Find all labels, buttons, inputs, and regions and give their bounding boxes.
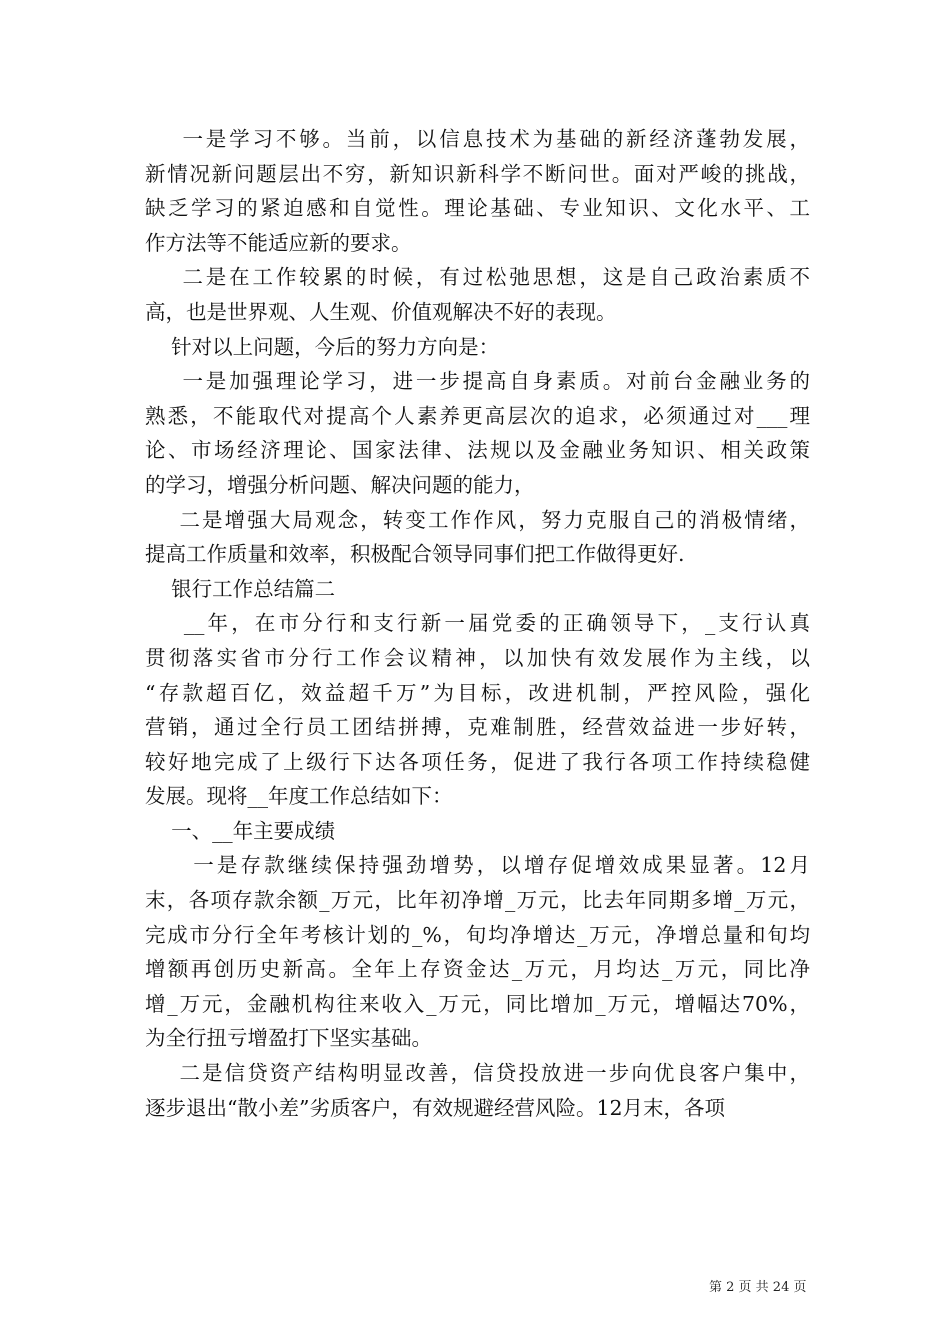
text-line: 为全行扭亏增盈打下坚实基础。 — [145, 1026, 432, 1051]
text-line: 提高工作质量和效率，积极配合领导同事们把工作做得更好. — [145, 542, 685, 567]
text-line: 针对以上问题，今后的努力方向是： — [145, 334, 500, 359]
paragraph — [145, 1056, 810, 1125]
text-line: 发展。现将__年度工作总结如下： — [145, 784, 453, 809]
text-line: 逐步退出“散小差”劣质客户，有效规避经营风险。12月末，各项 — [145, 1095, 726, 1120]
paragraph — [145, 364, 810, 502]
text-line: 末，各项存款余额_万元，比年初净增_万元，比去年同期多增_万元， — [145, 888, 810, 913]
text-line: 缺乏学习的紧迫感和自觉性。理论基础、专业知识、文化水平、工 — [145, 196, 810, 221]
text-line: 高，也是世界观、人生观、价值观解决不好的表现。 — [145, 299, 617, 324]
text-line: 二是信贷资产结构明显改善，信贷投放进一步向优良客户集中， — [145, 1061, 810, 1086]
text-line: 二是增强大局观念，转变工作作风，努力克服自己的消极情绪， — [145, 507, 810, 532]
paragraph — [145, 814, 810, 849]
text-line: 一、__年主要成绩 — [145, 818, 336, 843]
paragraph — [145, 330, 810, 365]
paragraph — [145, 122, 810, 260]
paragraph — [145, 572, 810, 607]
text-line: 贯彻落实省市分行工作会议精神，以加快有效发展作为主线，以 — [145, 645, 810, 670]
text-line: “存款超百亿，效益超千万”为目标，改进机制，严控风险，强化 — [145, 680, 810, 705]
paragraph — [145, 848, 810, 1056]
text-line: 的学习，增强分析问题、解决问题的能力， — [145, 472, 535, 497]
page-number-label: 第 2 页 共 24 页 — [709, 1280, 807, 1295]
paragraph — [145, 606, 810, 814]
text-line: 营销，通过全行员工团结拼搏，克难制胜，经营效益进一步好转， — [145, 715, 810, 740]
text-line: __年，在市分行和支行新一届党委的正确领导下，_支行认真 — [145, 611, 810, 636]
text-line: 一是加强理论学习，进一步提高自身素质。对前台金融业务的 — [145, 369, 810, 394]
text-line: 较好地完成了上级行下达各项任务，促进了我行各项工作持续稳健 — [145, 749, 810, 774]
text-line: 完成市分行全年考核计划的_%，旬均净增达_万元，净增总量和旬均 — [145, 922, 810, 947]
text-line: 二是在工作较累的时候，有过松弛思想，这是自己政治素质不 — [145, 265, 810, 290]
text-line: 银行工作总结篇二 — [145, 576, 336, 601]
text-line: 熟悉，不能取代对提高个人素养更高层次的追求，必须通过对___理 — [145, 403, 810, 428]
text-line: 一是学习不够。当前，以信息技术为基础的新经济蓬勃发展， — [145, 127, 810, 151]
text-line: 新情况新问题层出不穷，新知识新科学不断问世。面对严峻的挑战， — [145, 161, 810, 186]
paragraph — [145, 260, 810, 329]
text-line: 论、市场经济理论、国家法律、法规以及金融业务知识、相关政策 — [145, 438, 810, 463]
text-line: 一是存款继续保持强劲增势，以增存促增效成果显著。12月 — [145, 853, 810, 878]
paragraph — [145, 503, 810, 572]
text-line: 增额再创历史新高。全年上存资金达_万元，月均达_万元，同比净 — [145, 957, 810, 982]
text-line: 增_万元，金融机构往来收入_万元，同比增加_万元，增幅达70%， — [145, 991, 810, 1016]
text-line: 作方法等不能适应新的要求。 — [145, 230, 412, 255]
document-body — [145, 122, 810, 1125]
